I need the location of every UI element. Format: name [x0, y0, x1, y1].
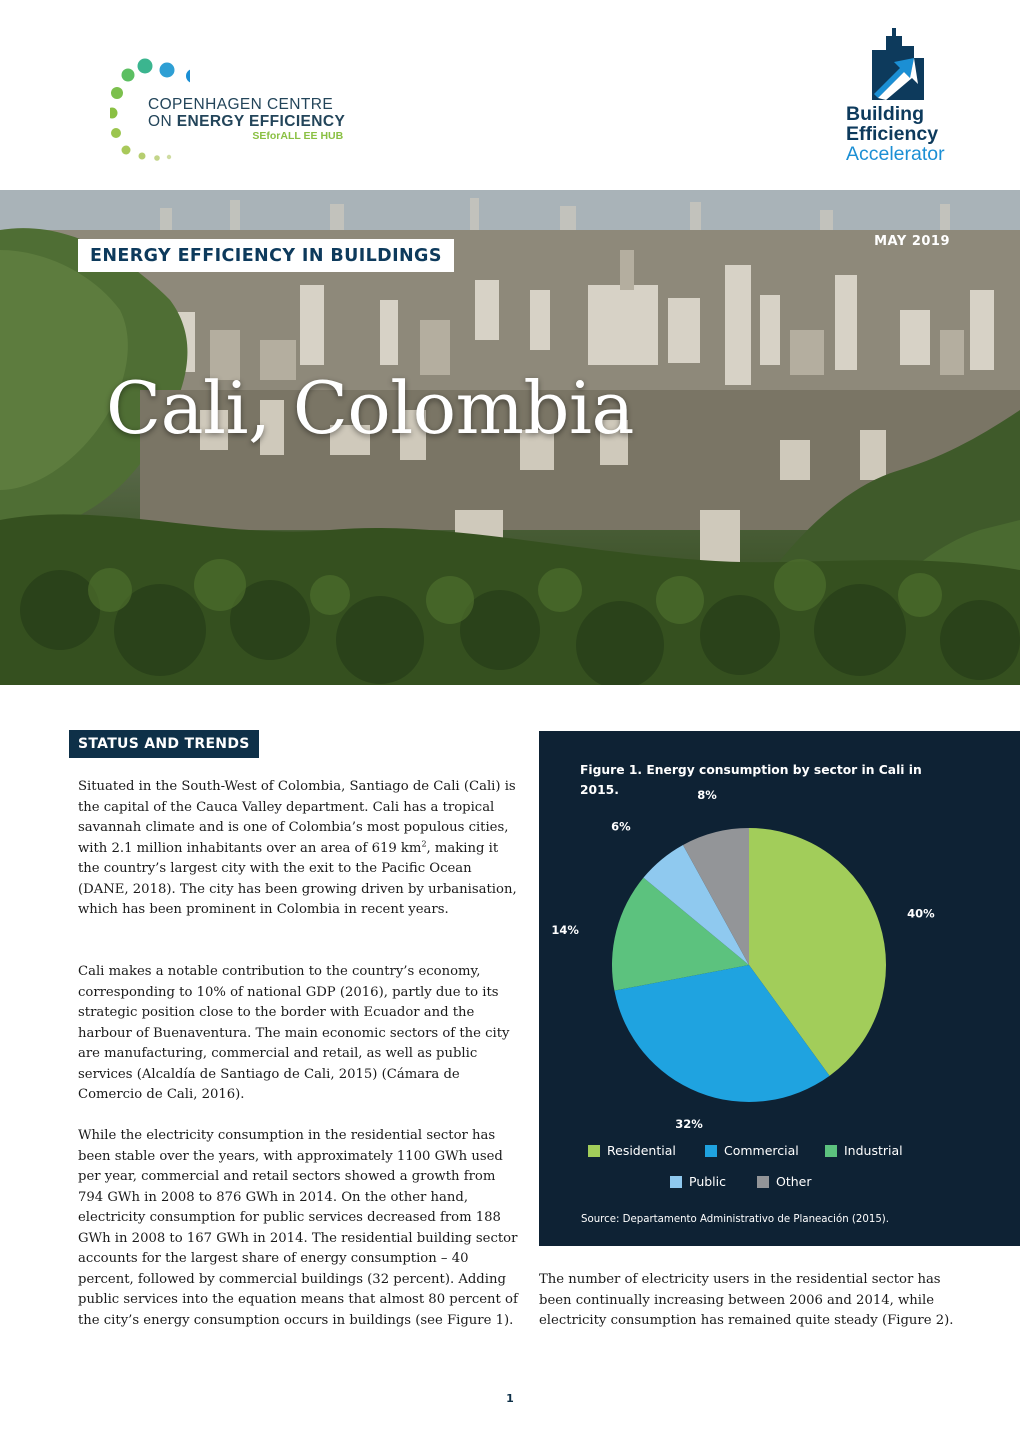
bea-line1: Building	[846, 103, 924, 125]
legend-item-residential	[588, 1143, 676, 1158]
cce-hub: SEforALL EE HUB	[252, 130, 344, 142]
bea-logo	[836, 28, 966, 178]
legend-label: Residential	[607, 1143, 676, 1158]
figure-source: Source: Departamento Administrativo de Planeación (2015).	[581, 1214, 890, 1225]
pie-label-other: 8%	[697, 787, 717, 802]
cce-line2: ON ENERGY EFFICIENCY	[148, 113, 346, 130]
section-heading: STATUS AND TRENDS	[69, 730, 259, 758]
legend-item-commercial	[705, 1143, 799, 1158]
pie-label-industrial: 14%	[551, 923, 579, 937]
report-topic-tag: ENERGY EFFICIENCY IN BUILDINGS	[78, 239, 454, 272]
hero-cityscape	[0, 190, 1020, 685]
figure-title: Figure 1. Energy consumption by sector in Cali in 2015.	[580, 763, 922, 797]
cce-logo	[110, 58, 380, 168]
pie-label-public: 6%	[611, 819, 631, 834]
legend-label: Industrial	[844, 1143, 903, 1158]
legend-swatch	[588, 1145, 600, 1157]
figure-panel	[539, 731, 1020, 1246]
paragraph-intro: Situated in the South-West of Colombia, Santiago de Cali (Cali) is the capital of the Cauca Valley department. Cali has a tropical savannah climate and is one of Colombia’s most populous cities, with 2.1 million inhabitants over an area of 619 $km^2$, making it the country’s largest city with the exit to the Pacific Ocean (DANE, 2018). The city has been growing driven by urbanisation, which has been prominent in Colombia in recent years.	[78, 779, 517, 917]
pie-label-commercial: 32%	[675, 1117, 703, 1132]
legend-item-public	[670, 1174, 726, 1189]
building-arrow-icon	[864, 28, 928, 100]
legend-label: Other	[776, 1174, 812, 1189]
cce-wordmark	[148, 96, 345, 143]
paragraph-users: The number of electricity users in the residential sector has been continually increasing between 2006 and 2014, while electricity consumption has remained quite steady (Figure 2).	[539, 1272, 954, 1328]
pie-label-residential: 40%	[907, 906, 935, 921]
legend-label: Commercial	[724, 1143, 799, 1158]
legend-label: Public	[689, 1174, 726, 1189]
legend-swatch	[825, 1145, 837, 1157]
paragraph-consumption: While the electricity consumption in the residential sector has been stable over the years, with approximately 1100 GWh used per year, commercial and retail sectors showed a growth from 794 GWh in 2008 to 876 GWh in 2014. On the other hand, electricity consumption for public services decreased from 188 GWh in 2008 to 167 GWh in 2014. The residential building sector accounts for the largest share of energy consumption – 40 percent, followed by commercial buildings (32 percent). Adding public services into the equation means that almost 80 percent of the city’s energy consumption occurs in buildings (see Figure 1).	[78, 1128, 518, 1328]
report-date: MAY 2019	[874, 234, 950, 249]
bea-line2: Efficiency	[846, 123, 939, 145]
legend-item-other	[757, 1174, 812, 1189]
hero-title: Cali, Colombia	[106, 366, 634, 450]
pie-chart	[539, 731, 1020, 1151]
bea-wordmark	[846, 104, 945, 164]
legend-item-industrial	[825, 1143, 903, 1158]
page-number: 1	[506, 1392, 514, 1405]
paragraph-economy: Cali makes a notable contribution to the country’s economy, corresponding to 10% of national GDP (2016), partly due to its strategic position close to the border with Ecuador and the harbour of Buenaventura. The main economic sectors of the city are manufacturing, commercial and retail, as well as public services (Alcaldía de Santiago de Cali, 2015) (Cámara de Comercio de Cali, 2016).	[78, 964, 510, 1102]
legend-swatch	[670, 1176, 682, 1188]
bea-line3: Accelerator	[846, 143, 945, 165]
legend-swatch	[757, 1176, 769, 1188]
cce-line1: COPENHAGEN CENTRE	[148, 96, 334, 113]
legend-swatch	[705, 1145, 717, 1157]
